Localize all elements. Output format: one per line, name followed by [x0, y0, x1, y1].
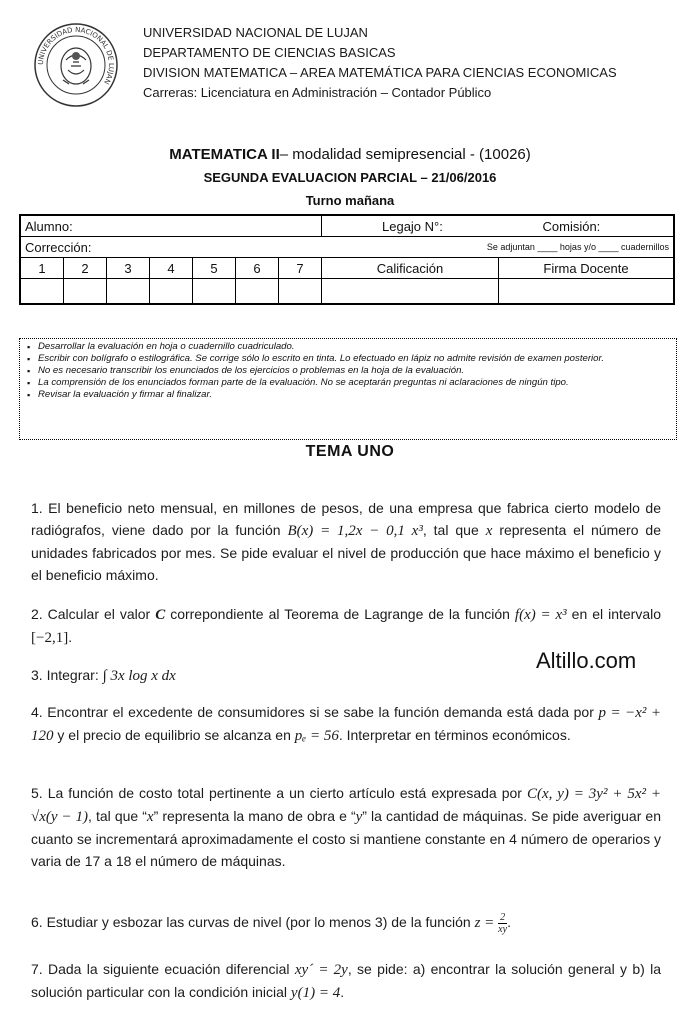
math-expression: ∫ 3x log x dx — [102, 668, 176, 684]
institution-header — [143, 23, 617, 103]
institution-line: Carreras: Licenciatura en Administración – Contador Público — [143, 85, 492, 100]
score-cell-2[interactable] — [64, 279, 107, 305]
exercise-4: 4. Encontrar el excedente de consumidores si se sabe la función demanda está dada por p = −x² + 120 y el precio de equilibrio se alcanza en pₑ = 56. Interpretar en términos económicos. — [31, 704, 661, 744]
math-expression: C(x, y) = 3y² + 5x² + √x(y − 1) — [31, 786, 661, 825]
institution-line: UNIVERSIDAD NACIONAL DE LUJAN — [143, 25, 368, 40]
column-header-5: 5 — [193, 258, 236, 279]
math-expression: x — [146, 809, 154, 825]
score-cell-6[interactable] — [236, 279, 279, 305]
instruction-item: ▪ Desarrollar la evaluación en hoja o cuadernillo cuadriculado. — [38, 341, 670, 353]
firma-cell[interactable] — [499, 279, 675, 305]
math-expression: [−2,1] — [31, 630, 69, 646]
course-title — [0, 146, 700, 163]
exercise-1: 1. El beneficio neto mensual, en millones de pesos, de una empresa que fabrica cierto modelo de radiógrafos, viene dado por la función B(x) = 1,2x − 0,1 x³, tal que x representa el número de unidades fabricados por mes. Se pide evaluar el nivel de producción que hace máximo el beneficio y el beneficio máximo. — [31, 500, 661, 583]
math-expression: x — [485, 523, 493, 539]
legajo-label: Legajo N°: — [322, 215, 499, 237]
score-cell-1[interactable] — [20, 279, 64, 305]
score-cell-5[interactable] — [193, 279, 236, 305]
course-modality: – modalidad semipresencial - (10026) — [279, 146, 531, 163]
institution-line: DEPARTAMENTO DE CIENCIAS BASICAS — [143, 45, 396, 60]
math-expression: pₑ = 56 — [294, 728, 339, 744]
math-expression: f(x) = x³ — [514, 607, 567, 623]
math-expression: y(1) = 4 — [290, 985, 341, 1001]
fraction: $\frac{2}{xy}$ — [498, 911, 508, 935]
firma-header: Firma Docente — [499, 258, 675, 279]
math-expression: C — [155, 607, 166, 623]
tema-title: TEMA UNO — [305, 443, 395, 460]
column-header-7: 7 — [279, 258, 322, 279]
score-cell-4[interactable] — [150, 279, 193, 305]
column-header-6: 6 — [236, 258, 279, 279]
calificacion-cell[interactable] — [322, 279, 499, 305]
evaluation-title: SEGUNDA EVALUACION PARCIAL – 21/06/2016 — [203, 170, 497, 185]
column-header-2: 2 — [64, 258, 107, 279]
math-expression: B(x) = 1,2x − 0,1 x³ — [287, 523, 423, 539]
column-header-1: 1 — [20, 258, 64, 279]
alumno-label: Alumno: — [20, 215, 322, 237]
math-expression: p = −x² + 120 — [31, 705, 661, 744]
instruction-item: ▪ No es necesario transcribir los enunciados de los ejercicios o problemas en la hoja de la evaluación. — [38, 365, 670, 377]
score-cell-7[interactable] — [279, 279, 322, 305]
score-cell-3[interactable] — [107, 279, 150, 305]
instructions-box — [19, 338, 677, 440]
watermark-text: Altillo.com — [536, 648, 637, 673]
instruction-item: ▪ La comprensión de los enunciados forman parte de la evaluación. No se aceptarán preguntas ni aclaraciones de ningún tipo. — [38, 377, 670, 389]
exercise-3: 3. Integrar: ∫ 3x log x dx — [31, 667, 176, 684]
exercise-2: 2. Calcular el valor C correpondiente al Teorema de Lagrange de la función f(x) = x³ en el intervalo [−2,1]. — [31, 606, 662, 646]
instruction-item: ▪ Revisar la evaluación y firmar al finalizar. — [38, 389, 670, 401]
column-header-3: 3 — [107, 258, 150, 279]
student-info-table — [19, 214, 675, 305]
shift-label: Turno mañana — [305, 193, 395, 208]
correccion-label: Corrección: — [20, 237, 322, 258]
calificacion-header: Calificación — [322, 258, 499, 279]
university-seal-logo — [33, 22, 119, 108]
math-expression: z = — [474, 915, 495, 931]
exercise-6: 6. Estudiar y esbozar las curvas de nivel (por lo menos 3) de la función z = $\frac{2}{xy}$ . — [31, 911, 511, 935]
course-name: MATEMATICA II — [169, 146, 280, 163]
math-expression: y — [355, 809, 363, 825]
svg-text:UNIVERSIDAD NACIONAL DE LUJAN: UNIVERSIDAD NACIONAL DE LUJAN — [36, 25, 116, 86]
exercise-7: 7. Dada la siguiente ecuación diferencial xy´ = 2y, se pide: a) encontrar la solución general y b) la solución particular con la condición inicial y(1) = 4. — [31, 961, 661, 1001]
adjuntan-note: Se adjuntan ____ hojas y/o ____ cuadernillos — [322, 237, 675, 258]
math-expression: xy´ = 2y — [294, 962, 348, 978]
instruction-item: ▪ Escribir con bolígrafo o estilográfica. Se corrige sólo lo escrito en tinta. Lo efectuado en lápiz no admite revisión de examen posterior. — [38, 353, 670, 365]
exercise-5: 5. La función de costo total pertinente a un cierto artículo está expresada por C(x, y) = 3y² + 5x² + √x(y − 1), tal que “x” representa la mano de obra e “y” la cantidad de máquinas. Se pide averiguar en cuanto se incrementará aproximadamente el costo si mantiene constante en 4 número de operarios y varia de 17 a 18 el número de máquinas. — [31, 785, 661, 869]
institution-line: DIVISION MATEMATICA – AREA MATEMÁTICA PARA CIENCIAS ECONOMICAS — [143, 65, 617, 80]
column-header-4: 4 — [150, 258, 193, 279]
comision-label: Comisión: — [499, 215, 675, 237]
